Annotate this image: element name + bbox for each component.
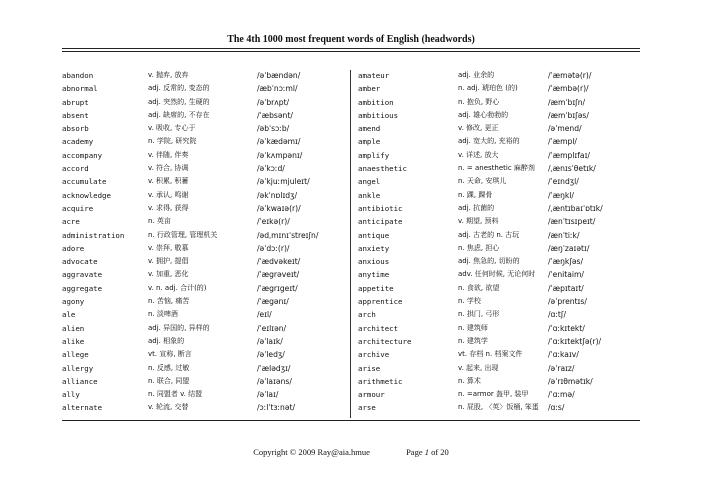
word-entry-row bbox=[358, 375, 643, 388]
headword: arithmetic bbox=[358, 376, 403, 386]
definition: n. 联合, 同盟 bbox=[148, 376, 190, 385]
pronunciation: /ˈæbsənt/ bbox=[257, 110, 293, 120]
definition: v. n. adj. 合计(的) bbox=[148, 283, 207, 292]
definition: n. 焦虑, 担心 bbox=[458, 243, 500, 252]
headword: adore bbox=[62, 243, 85, 253]
word-entry-row bbox=[62, 362, 347, 375]
pronunciation: /ˈælədʒɪ/ bbox=[257, 363, 291, 373]
word-entry-row bbox=[358, 189, 643, 202]
definition: v. 详述, 放大 bbox=[458, 150, 499, 159]
headword: ally bbox=[62, 390, 80, 400]
pronunciation: /əˈkædəmɪ/ bbox=[257, 137, 301, 147]
headword: advocate bbox=[62, 257, 98, 267]
headword: anaesthetic bbox=[358, 164, 407, 174]
headword: anxiety bbox=[358, 243, 390, 253]
pronunciation: /ˌænɪsˈθetɪk/ bbox=[548, 164, 596, 174]
word-entry-row bbox=[358, 282, 643, 295]
pronunciation: /ˈɑːkɪtektʃə(r)/ bbox=[548, 336, 602, 346]
headword: alike bbox=[62, 336, 85, 346]
word-entry-row bbox=[62, 189, 347, 202]
headword: absent bbox=[62, 110, 89, 120]
headword: amend bbox=[358, 124, 381, 134]
pronunciation: /əˈkʌmpənɪ/ bbox=[257, 150, 303, 160]
definition: adj. 异国的, 异样的 bbox=[148, 323, 210, 332]
pronunciation: /ˈɑːkɪtekt/ bbox=[548, 323, 585, 333]
pronunciation: /ɔːlˈtɜːnət/ bbox=[257, 403, 296, 413]
definition: n. 英亩 bbox=[148, 217, 171, 226]
definition: n. 淡啤酒 bbox=[148, 310, 178, 319]
word-entry-row bbox=[358, 122, 643, 135]
headword: anxious bbox=[358, 257, 390, 267]
headword: accord bbox=[62, 164, 89, 174]
word-entry-row bbox=[62, 375, 347, 388]
definition: adj. 相象的 bbox=[148, 336, 185, 345]
definition: adj. 雄心勃勃的 bbox=[458, 110, 509, 119]
definition: n. 拱门, 弓形 bbox=[458, 310, 500, 319]
word-entry-row bbox=[62, 388, 347, 401]
headword: alternate bbox=[62, 403, 103, 413]
pronunciation: /eɪl/ bbox=[257, 310, 272, 320]
headword: acre bbox=[62, 217, 80, 227]
page-number: 1 bbox=[424, 447, 429, 457]
word-entry-row bbox=[358, 388, 643, 401]
word-entry-row bbox=[358, 82, 643, 95]
word-entry-row bbox=[62, 162, 347, 175]
word-entry-row bbox=[358, 335, 643, 348]
pronunciation: /ˈæmplɪfaɪ/ bbox=[548, 150, 590, 160]
definition: vt. 存档 n. 档案文件 bbox=[458, 350, 523, 359]
headword: ample bbox=[358, 137, 381, 147]
pronunciation: /əˈlaɪ/ bbox=[257, 390, 279, 400]
word-entry-row bbox=[62, 82, 347, 95]
word-entry-row bbox=[358, 135, 643, 148]
word-entry-row bbox=[62, 282, 347, 295]
word-entry-row bbox=[62, 96, 347, 109]
definition: adj. 焦急的, 切盼的 bbox=[458, 257, 520, 266]
word-entry-row bbox=[358, 295, 643, 308]
pronunciation: /ˈɑːkaɪv/ bbox=[548, 350, 579, 360]
copyright-text: Copyright © 2009 Ray@aia.hmue bbox=[253, 447, 370, 457]
pronunciation: /əˈkwaɪə(r)/ bbox=[257, 203, 301, 213]
word-entry-row bbox=[358, 255, 643, 268]
headword: ambition bbox=[358, 97, 394, 107]
pronunciation: /əˈledʒ/ bbox=[257, 350, 285, 360]
headword: alliance bbox=[62, 376, 98, 386]
pronunciation: /æŋˈzaɪətɪ/ bbox=[548, 243, 590, 253]
definition: v. 轮流, 交替 bbox=[148, 403, 189, 412]
headword: ale bbox=[62, 310, 76, 320]
headword: allergy bbox=[62, 363, 94, 373]
headword: agony bbox=[62, 297, 85, 307]
headword: architecture bbox=[358, 336, 412, 346]
page-title: The 4th 1000 most frequent words of English (headwords) bbox=[227, 34, 475, 45]
pronunciation: /æbˈnɔːml/ bbox=[257, 84, 298, 94]
definition: n. 反感, 过敏 bbox=[148, 363, 190, 372]
pronunciation: /ɑːs/ bbox=[548, 403, 565, 413]
pronunciation: /ˈæmpl/ bbox=[548, 137, 577, 147]
headword: academy bbox=[62, 137, 94, 147]
definition: n. adj. 琥珀色 (的) bbox=[458, 84, 518, 93]
headword: archive bbox=[358, 350, 390, 360]
pronunciation: /əˈbrʌpt/ bbox=[257, 97, 290, 107]
headword: ambitious bbox=[358, 110, 399, 120]
word-entry-row bbox=[62, 229, 347, 242]
header-rule-secondary bbox=[62, 51, 640, 52]
word-entry-row bbox=[62, 308, 347, 321]
headword: allege bbox=[62, 350, 89, 360]
pronunciation: /ˈæpɪtaɪt/ bbox=[548, 283, 584, 293]
pronunciation: /ˈæmbə(r)/ bbox=[548, 84, 589, 94]
headword: acknowledge bbox=[62, 190, 111, 200]
definition: v. 符合, 协调 bbox=[148, 164, 189, 173]
word-entry-row bbox=[62, 175, 347, 188]
headword: architect bbox=[358, 323, 399, 333]
word-entry-row bbox=[358, 109, 643, 122]
pronunciation: /ˈægrəveɪt/ bbox=[257, 270, 300, 280]
word-entry-row bbox=[62, 215, 347, 228]
headword: abrupt bbox=[62, 97, 89, 107]
headword: appetite bbox=[358, 283, 394, 293]
headword: amplify bbox=[358, 150, 390, 160]
word-entry-row bbox=[62, 322, 347, 335]
pronunciation: /ˈeɪlɪən/ bbox=[257, 323, 287, 333]
headword: armour bbox=[358, 390, 385, 400]
header-rule bbox=[62, 48, 640, 49]
definition: v. 加重, 恶化 bbox=[148, 270, 189, 279]
headword: arch bbox=[358, 310, 376, 320]
definition: v. 积累, 积蓄 bbox=[148, 177, 189, 186]
headword: ankle bbox=[358, 190, 381, 200]
pronunciation: /ˈæŋkl/ bbox=[548, 190, 574, 200]
column-divider bbox=[350, 70, 351, 418]
definition: v. 修改, 更正 bbox=[458, 124, 499, 133]
definition: n. 苦恼, 痛苦 bbox=[148, 297, 190, 306]
definition: n. 踝, 踝骨 bbox=[458, 190, 493, 199]
pronunciation: /ˈenitaim/ bbox=[548, 270, 584, 280]
definition: adj. 反常的, 变态的 bbox=[148, 84, 210, 93]
headword: absorb bbox=[62, 124, 89, 134]
definition: n. 同盟者 v. 结盟 bbox=[148, 390, 203, 399]
word-entry-row bbox=[358, 348, 643, 361]
headword: amateur bbox=[358, 71, 390, 80]
definition: n. 建筑师 bbox=[458, 323, 488, 332]
definition: v. 崇拜, 敬慕 bbox=[148, 243, 189, 252]
word-entry-row bbox=[358, 308, 643, 321]
word-entry-row bbox=[358, 96, 643, 109]
definition: n. 抱负, 野心 bbox=[458, 97, 500, 106]
pronunciation: /æmˈbɪʃn/ bbox=[548, 97, 586, 107]
word-entry-row bbox=[62, 335, 347, 348]
definition: v. 抛弃, 放弃 bbox=[148, 71, 189, 79]
word-entry-row bbox=[358, 242, 643, 255]
headword: accumulate bbox=[62, 177, 107, 187]
word-entry-row bbox=[358, 175, 643, 188]
headword: anticipate bbox=[358, 217, 403, 227]
word-entry-row bbox=[358, 401, 643, 414]
right-word-column bbox=[358, 69, 643, 415]
word-entry-row bbox=[358, 69, 643, 82]
definition: v. 求得, 获得 bbox=[148, 203, 189, 212]
pronunciation: /ɑːtʃ/ bbox=[548, 310, 567, 320]
definition: v. 吸收, 专心于 bbox=[148, 124, 196, 133]
word-entry-row bbox=[62, 149, 347, 162]
definition: adj. 宽大的, 充裕的 bbox=[458, 137, 520, 146]
word-entry-row bbox=[62, 109, 347, 122]
definition: n. 食欲, 欲望 bbox=[458, 283, 500, 292]
pronunciation: /əˈmend/ bbox=[548, 124, 582, 134]
headword: abandon bbox=[62, 71, 94, 80]
definition: n. 行政管理, 管理机关 bbox=[148, 230, 218, 239]
headword: administration bbox=[62, 230, 125, 240]
definition: n. 算术 bbox=[458, 376, 481, 385]
word-entry-row bbox=[62, 268, 347, 281]
word-entry-row bbox=[358, 229, 643, 242]
pronunciation: /əˈraɪz/ bbox=[548, 363, 575, 373]
pronunciation: /əˈdɔː(r)/ bbox=[257, 243, 290, 253]
definition: v. 伴随, 伴奏 bbox=[148, 150, 189, 159]
word-entry-row bbox=[62, 135, 347, 148]
word-entry-row bbox=[62, 202, 347, 215]
definition: v. 承认, 鸣谢 bbox=[148, 190, 189, 199]
word-entry-row bbox=[358, 149, 643, 162]
footer-rule bbox=[62, 420, 640, 421]
word-entry-row bbox=[62, 401, 347, 414]
page-total: of 20 bbox=[431, 447, 449, 457]
pronunciation: /ænˈtiːk/ bbox=[548, 230, 580, 240]
headword: amber bbox=[358, 84, 381, 94]
definition: adv. 任何时候, 无论何时 bbox=[458, 270, 536, 279]
definition: n. = anesthetic 麻醉剂 bbox=[458, 164, 535, 173]
pronunciation: /əˈkɔːd/ bbox=[257, 164, 285, 174]
word-entry-row bbox=[358, 322, 643, 335]
definition: n. 学校 bbox=[458, 297, 481, 306]
page-label: Page bbox=[406, 447, 423, 457]
pronunciation: /ˈeɪkə(r)/ bbox=[257, 217, 290, 227]
definition: v. 拥护, 提倡 bbox=[148, 257, 189, 266]
pronunciation: /ˈægrɪgeɪt/ bbox=[257, 283, 298, 293]
headword: antique bbox=[358, 230, 390, 240]
left-word-column bbox=[62, 69, 347, 415]
page-indicator bbox=[406, 447, 449, 457]
headword: arse bbox=[358, 403, 376, 413]
headword: antibiotic bbox=[358, 203, 403, 213]
definition: n. 学院, 研究院 bbox=[148, 137, 197, 146]
word-entry-row bbox=[62, 295, 347, 308]
word-entry-row bbox=[358, 215, 643, 228]
headword: abnormal bbox=[62, 84, 98, 94]
definition: v. 起来, 出现 bbox=[458, 363, 499, 372]
word-entry-row bbox=[358, 202, 643, 215]
pronunciation: /əˈlaɪəns/ bbox=[257, 376, 292, 386]
definition: adj. 抗菌的 bbox=[458, 203, 495, 212]
word-entry-row bbox=[358, 362, 643, 375]
pronunciation: /ˈæŋkʃəs/ bbox=[548, 257, 584, 267]
word-entry-row bbox=[358, 268, 643, 281]
pronunciation: /ˈeɪndʒl/ bbox=[548, 177, 579, 187]
definition: v. 期望, 预料 bbox=[458, 217, 499, 226]
pronunciation: /ədˌmɪnɪˈstreɪʃn/ bbox=[257, 230, 319, 240]
word-entry-row bbox=[62, 69, 347, 82]
pronunciation: /ˌæntɪbaɪˈɒtɪk/ bbox=[548, 203, 603, 213]
headword: anytime bbox=[358, 270, 390, 280]
pronunciation: /əˈprentɪs/ bbox=[548, 297, 587, 307]
headword: alien bbox=[62, 323, 85, 333]
pronunciation: /æmˈbɪʃəs/ bbox=[548, 110, 589, 120]
word-entry-row bbox=[62, 255, 347, 268]
headword: accompany bbox=[62, 150, 103, 160]
pronunciation: /əˈrɪθmətɪk/ bbox=[548, 376, 593, 386]
headword: arise bbox=[358, 363, 381, 373]
headword: aggregate bbox=[62, 283, 103, 293]
pronunciation: /əˈlaɪk/ bbox=[257, 336, 283, 346]
headword: apprentice bbox=[358, 297, 403, 307]
definition: vt. 宣称, 断言 bbox=[148, 350, 192, 359]
pronunciation: /əkˈnɒlɪdʒ/ bbox=[257, 190, 298, 200]
definition: n. 天命, 安琪儿 bbox=[458, 177, 507, 186]
pronunciation: /əbˈsɔːb/ bbox=[257, 124, 290, 134]
pronunciation: /əˈkjuːmjuleɪt/ bbox=[257, 177, 310, 187]
word-entry-row bbox=[62, 122, 347, 135]
pronunciation: /ænˈtɪsɪpeɪt/ bbox=[548, 217, 596, 227]
headword: aggravate bbox=[62, 270, 103, 280]
word-entry-row bbox=[62, 348, 347, 361]
pronunciation: /ˈæmətə(r)/ bbox=[548, 71, 592, 80]
definition: n. 屁股, 〈英〉饭桶, 笨蛋 bbox=[458, 403, 539, 412]
pronunciation: /ˈɑːmə/ bbox=[548, 390, 575, 400]
word-entry-row bbox=[358, 162, 643, 175]
definition: n. =armor 盔甲, 装甲 bbox=[458, 390, 529, 399]
page-footer bbox=[0, 447, 702, 457]
definition: n. 建筑学 bbox=[458, 336, 488, 345]
definition: adj. 突然的, 生硬的 bbox=[148, 97, 210, 106]
headword: angel bbox=[358, 177, 381, 187]
definition: adj. 缺席的, 不存在 bbox=[148, 110, 210, 119]
pronunciation: /əˈbændən/ bbox=[257, 71, 301, 80]
pronunciation: /ˈægənɪ/ bbox=[257, 297, 289, 307]
pronunciation: /ˈædvəkeɪt/ bbox=[257, 257, 301, 267]
headword: acquire bbox=[62, 203, 94, 213]
word-entry-row bbox=[62, 242, 347, 255]
definition: adj. 业余的 bbox=[458, 71, 495, 79]
definition: adj. 古老的 n. 古玩 bbox=[458, 230, 520, 239]
